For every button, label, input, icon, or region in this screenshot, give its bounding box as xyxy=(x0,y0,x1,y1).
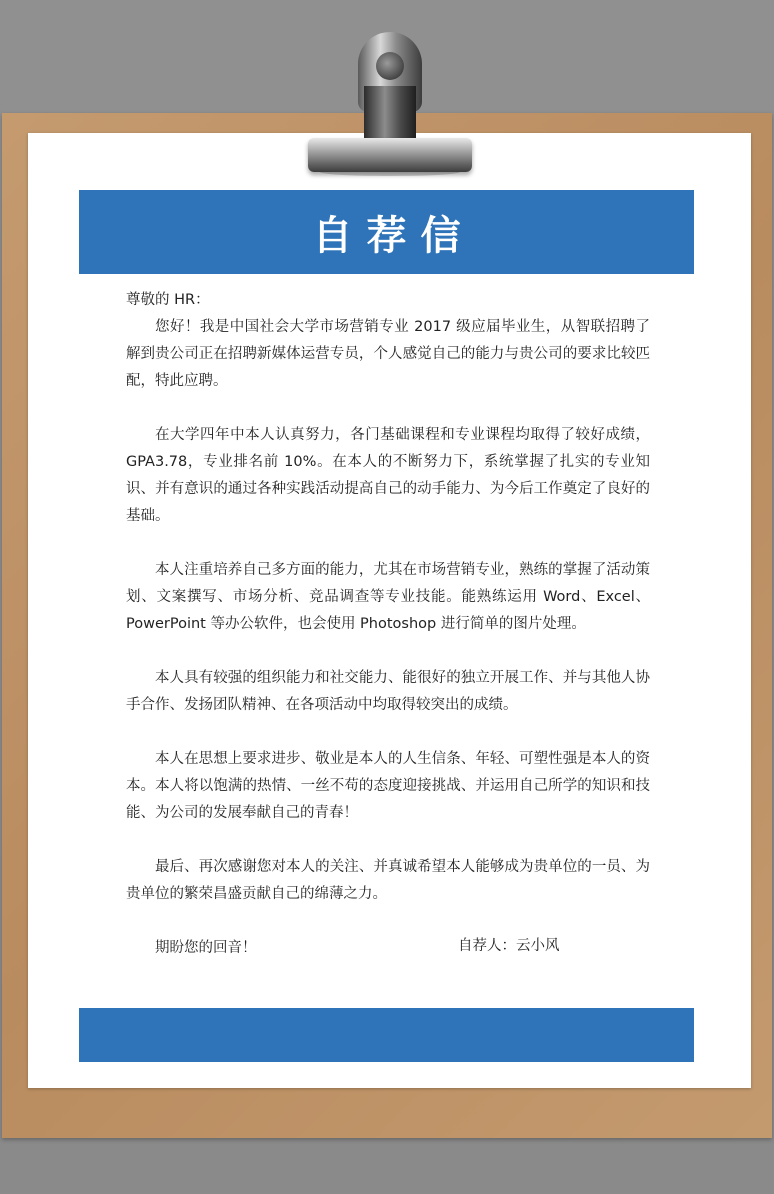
closing: 期盼您的回音！ xyxy=(155,940,257,956)
signature: 自荐人：云小风 xyxy=(458,938,560,954)
paragraph-5: 本人在思想上要求进步、敬业是本人的人生信条、年轻、可塑性强是本人的资本。本人将以饱满的热情、一丝不苟的态度迎接挑战、并运用自己所学的知识和技能、为公司的发展奉献自己的青春！ xyxy=(126,751,650,821)
binder-clip-icon xyxy=(300,26,480,176)
paragraph-2: 在大学四年中本人认真努力，各门基础课程和专业课程均取得了较好成绩，GPA3.78，专业排名前 10%。在本人的不断努力下，系统掌握了扎实的专业知识、并有意识的通过各种实践活动提高自己的动手能力、为今后工作奠定了良好的基础。 xyxy=(126,427,650,524)
paragraph-3: 本人注重培养自己多方面的能力，尤其在市场营销专业，熟练的掌握了活动策划、文案撰写、市场分析、竞品调查等专业技能。能熟练运用 Word、Excel、PowerPoint 等办公软件，也会使用 Photoshop 进行简单的图片处理。 xyxy=(126,562,650,632)
clip-hole xyxy=(376,52,404,80)
letter-title: 自荐信 xyxy=(312,212,475,259)
clip-base xyxy=(308,138,472,172)
footer-band xyxy=(79,1008,694,1062)
greeting: 尊敬的 HR： xyxy=(126,292,210,308)
header-band xyxy=(79,190,694,274)
paragraph-4: 本人具有较强的组织能力和社交能力、能很好的独立开展工作、并与其他人协手合作、发扬团队精神、在各项活动中均取得较突出的成绩。 xyxy=(126,670,650,713)
paragraph-6: 最后、再次感谢您对本人的关注、并真诚希望本人能够成为贵单位的一员、为贵单位的繁荣昌盛贡献自己的绵薄之力。 xyxy=(126,859,650,902)
paragraph-1: 您好！我是中国社会大学市场营销专业 2017 级应届毕业生，从智联招聘了解到贵公司正在招聘新媒体运营专员，个人感觉自己的能力与贵公司的要求比较匹配，特此应聘。 xyxy=(126,319,650,389)
letter-body xyxy=(126,287,650,962)
clip-neck xyxy=(364,86,416,142)
